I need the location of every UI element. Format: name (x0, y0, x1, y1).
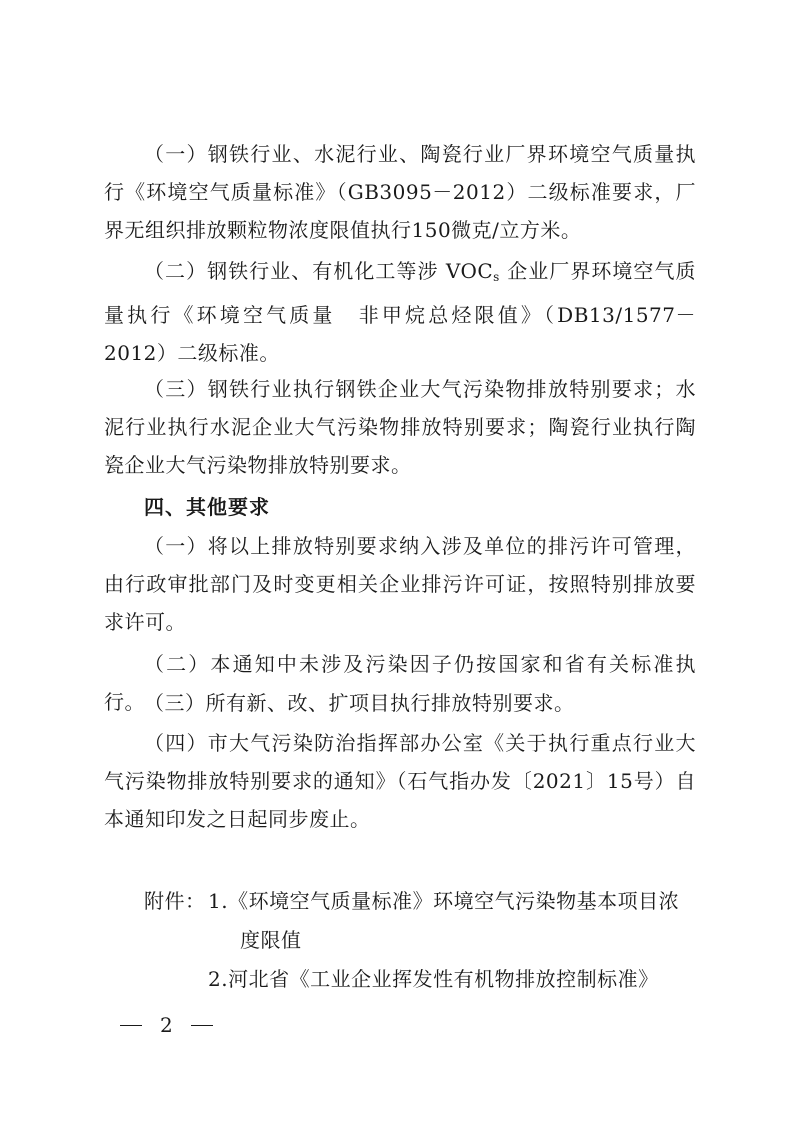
paragraph-special-emission-requirements: （三）钢铁行业执行钢铁企业大气污染物排放特别要求；水泥行业执行水泥企业大气污染物排放特别要求；陶瓷行业执行陶瓷企业大气污染物排放特别要求。 (104, 377, 696, 477)
footer-dash-left (120, 1025, 142, 1026)
paragraph-other-pollutants: （二）本通知中未涉及污染因子仍按国家和省有关标准执行。 (104, 652, 696, 714)
footer-dash-right (191, 1025, 213, 1026)
paragraph-repeal-notice: （四）市大气污染防治指挥部办公室《关于执行重点行业大气污染物排放特别要求的通知》（石气指办发〔2021〕15号）自本通知印发之日起同步废止。 (104, 731, 696, 831)
paragraph-vocs-standard (104, 252, 696, 372)
paragraph-permit-management: （一）将以上排放特别要求纳入涉及单位的排污许可管理，由行政审批部门及时变更相关企业排污许可证，按照特别排放要求许可。 (104, 534, 696, 634)
page-footer (120, 1006, 213, 1044)
paragraph-vocs-text-a: （二）钢铁行业、有机化工等涉 VOC (144, 259, 494, 283)
page-number: 2 (160, 1013, 173, 1037)
attachment-label: 附件： (144, 889, 206, 913)
paragraph-ambient-air-standard: （一）钢铁行业、水泥行业、陶瓷行业厂界环境空气质量执行《环境空气质量标准》（GB3095－2012）二级标准要求，厂界无组织排放颗粒物浓度限值执行150微克/立方米。 (104, 142, 696, 242)
paragraph-vocs-text-b: 企业厂界环境空气质量执行《环境空气质量 非甲烷总烃限值》（DB13/1577－2012）二级标准。 (104, 259, 696, 365)
attachment-item-1-line-2: 度限值 (240, 928, 302, 952)
paragraph-new-projects: （三）所有新、改、扩项目执行排放特别要求。 (144, 691, 575, 715)
attachment-item-1-line-1: 1.《环境空气质量标准》环境空气污染物基本项目浓 (208, 889, 680, 913)
section-heading-other-requirements: 四、其他要求 (144, 495, 270, 519)
vocs-subscript: s (493, 270, 500, 284)
attachment-item-2-line-1: 2.河北省《工业企业挥发性有机物排放控制标准》 (208, 967, 659, 991)
